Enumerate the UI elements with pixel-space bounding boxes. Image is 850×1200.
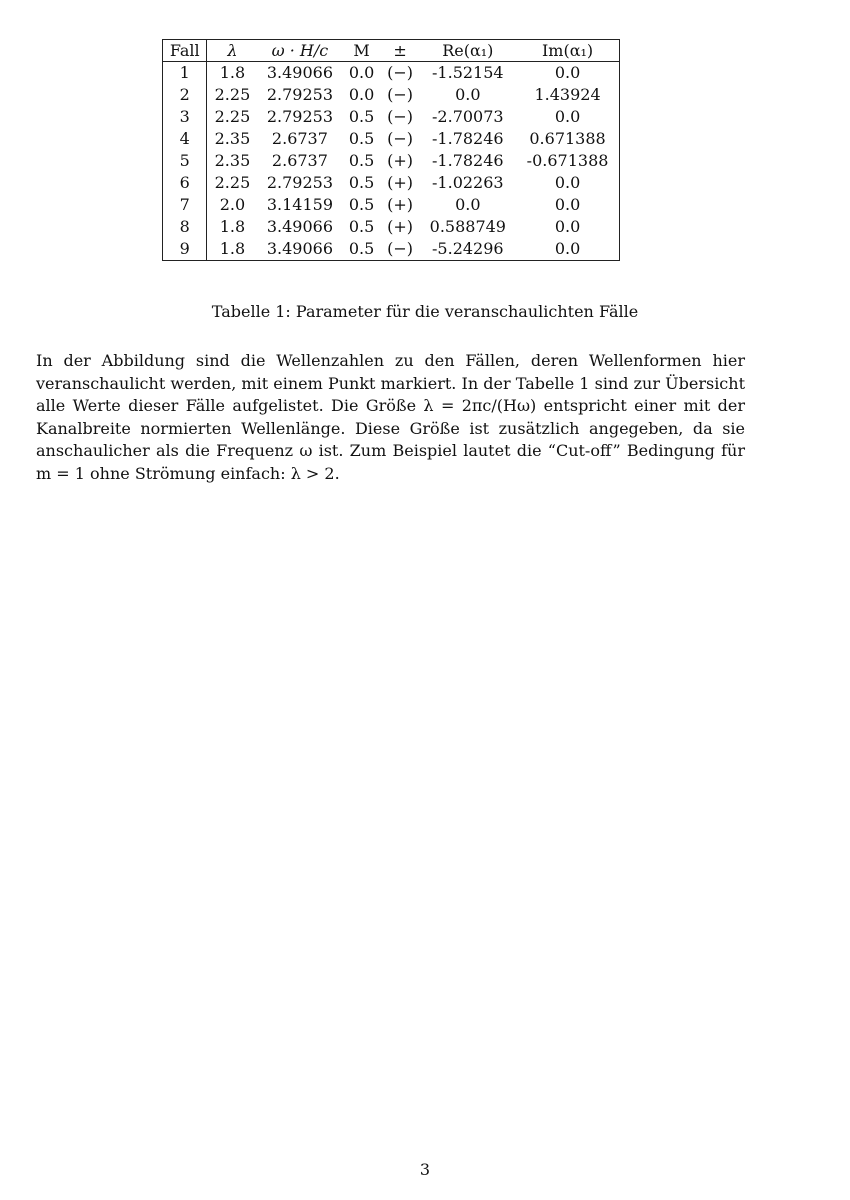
table-cell: 0.0: [455, 85, 481, 104]
table-cell: 2.6737: [271, 129, 328, 148]
table-row: [163, 128, 620, 150]
table-cell: 0.0: [554, 107, 581, 126]
table-cell: 0.5: [348, 195, 375, 214]
table-cell: 4: [163, 128, 207, 150]
table-cell: 0.0: [348, 85, 375, 104]
table-header: [163, 40, 620, 62]
table-cell: 8: [163, 216, 207, 238]
table-cell: 0.5: [348, 107, 375, 126]
column-header: ±: [381, 40, 420, 62]
table-cell: 1: [163, 62, 207, 85]
table-cell: 2.25: [214, 107, 251, 126]
table-cell: 0.0: [554, 63, 581, 82]
table-cell: 2: [163, 84, 207, 106]
table-cell: 0.0: [554, 217, 581, 236]
table-cell: 3.49066: [266, 63, 333, 82]
table-cell: 1.8: [219, 217, 246, 236]
table-caption: Tabelle 1: Parameter für die veranschaulichten Fälle: [211, 302, 639, 321]
table-cell: 0.0: [348, 63, 375, 82]
column-header: M: [342, 40, 380, 62]
table-cell: -1.78246: [432, 151, 504, 170]
body-paragraph: [36, 350, 745, 485]
column-header: λ: [207, 40, 258, 62]
table-cell: 0.671388: [529, 129, 606, 148]
table-cell: 0.5: [348, 151, 375, 170]
table-cell: 0.0: [554, 239, 581, 258]
table-cell: 5: [163, 150, 207, 172]
table-cell: 2.6737: [271, 151, 328, 170]
table-cell: 9: [163, 238, 207, 261]
table-cell: 1.43924: [534, 85, 601, 104]
table-cell: -5.24296: [432, 239, 504, 258]
table-cell: 0.588749: [429, 217, 506, 236]
table-cell: (+): [387, 173, 414, 192]
table-cell: -0.671388: [526, 151, 609, 170]
table-cell: 0.5: [348, 239, 375, 258]
table-cell: (+): [387, 217, 414, 236]
table-body: [163, 62, 620, 261]
table-row: [163, 150, 620, 172]
table-cell: (+): [387, 195, 414, 214]
table-cell: 3.49066: [266, 239, 333, 258]
table-cell: 2.79253: [266, 85, 333, 104]
table-cell: 2.79253: [266, 107, 333, 126]
table-row: [163, 106, 620, 128]
table-cell: -1.02263: [432, 173, 504, 192]
table-cell: (−): [387, 239, 414, 258]
table-header-row: [163, 40, 620, 62]
table-cell: 1.8: [219, 63, 246, 82]
parameter-table: [162, 39, 620, 261]
column-header: Re(α₁): [420, 40, 517, 62]
table-cell: 2.25: [214, 173, 251, 192]
table-cell: 1.8: [219, 239, 246, 258]
table-row: [163, 216, 620, 238]
table-cell: -1.78246: [432, 129, 504, 148]
table-row: [163, 194, 620, 216]
table-row: [163, 84, 620, 106]
table-cell: -2.70073: [432, 107, 504, 126]
table-cell: 3: [163, 106, 207, 128]
table-cell: 0.5: [348, 173, 375, 192]
table-cell: 2.35: [214, 129, 251, 148]
table-cell: 2.79253: [266, 173, 333, 192]
table-row: [163, 238, 620, 261]
table-cell: (+): [387, 151, 414, 170]
table-cell: 0.5: [348, 217, 375, 236]
table-cell: 7: [163, 194, 207, 216]
page-number: 3: [419, 1160, 431, 1179]
paragraph-text: In der Abbildung sind die Wellenzahlen zu den Fällen, deren Wellenformen hier veranschaulicht werden, mit einem Punkt markiert. In der Tabelle 1 sind zur Übersicht alle Werte dieser Fälle aufgelistet. Die Größe λ = 2πc/(Hω) entspricht einer mit der Kanalbreite normierten Wellenlänge. Diese Größe ist zusätzlich angegeben, da sie anschaulicher als die Frequenz ω ist. Zum Beispiel lautet die “Cut-off” Bedingung für m = 1 ohne Strömung einfach: λ > 2.: [36, 351, 745, 483]
table-cell: 2.25: [214, 85, 251, 104]
table-cell: -1.52154: [432, 63, 504, 82]
table-cell: 0.5: [348, 129, 375, 148]
column-header: Fall: [163, 40, 207, 62]
table-cell: 3.14159: [266, 195, 333, 214]
table-cell: 0.0: [554, 195, 581, 214]
table-cell: 2.0: [219, 195, 246, 214]
column-header: Im(α₁): [516, 40, 619, 62]
table-cell: (−): [387, 63, 414, 82]
table-cell: 2.35: [214, 151, 251, 170]
table-cell: 0.0: [554, 173, 581, 192]
table-row: [163, 62, 620, 85]
column-header: ω · H/c: [257, 40, 342, 62]
table-cell: (−): [387, 107, 414, 126]
table-cell: 3.49066: [266, 217, 333, 236]
table-cell: 6: [163, 172, 207, 194]
table-cell: (−): [387, 85, 414, 104]
table-cell: 0.0: [455, 195, 481, 214]
table-row: [163, 172, 620, 194]
table-cell: (−): [387, 129, 414, 148]
